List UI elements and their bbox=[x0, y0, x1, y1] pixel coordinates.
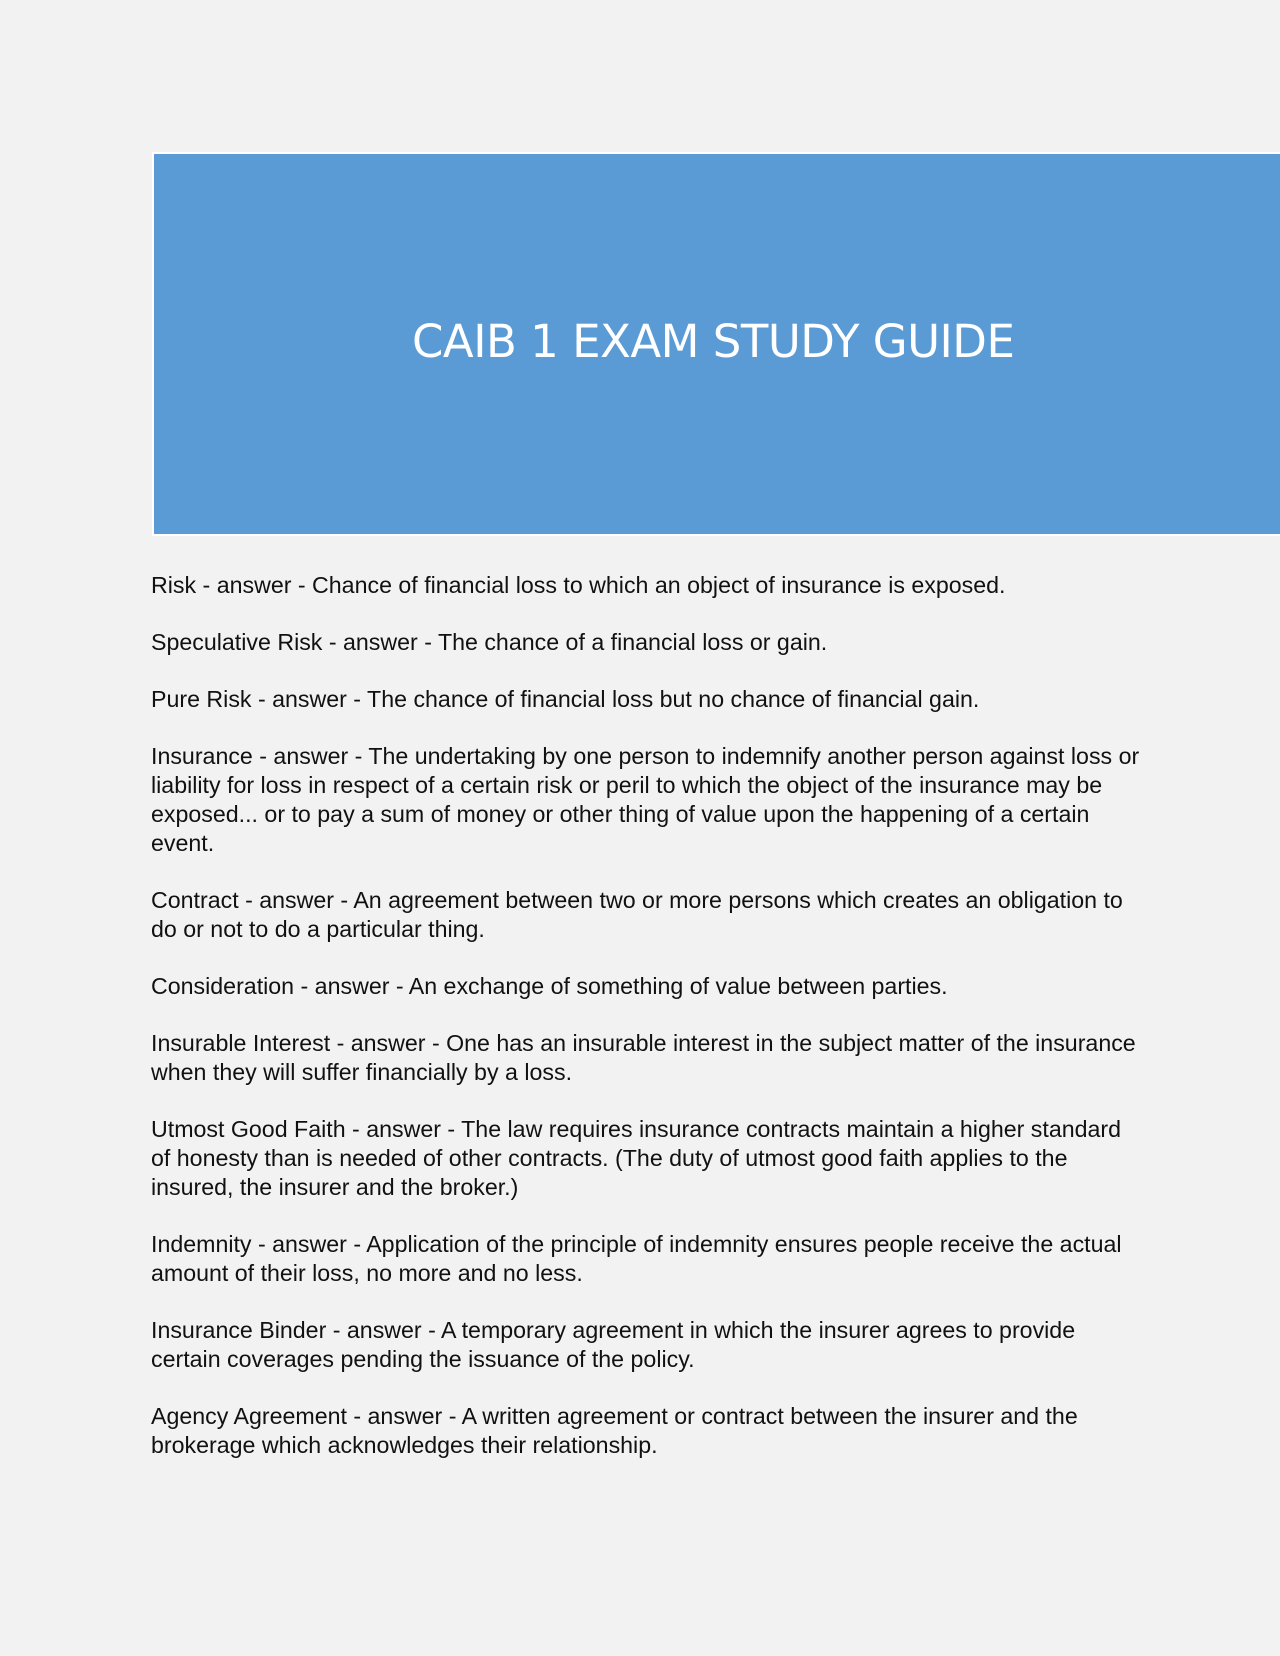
study-entries bbox=[151, 571, 1141, 1488]
title-banner bbox=[152, 152, 1280, 536]
entry-agency-agreement: Agency Agreement - answer - A written agreement or contract between the insurer and the brokerage which acknowledges their relationship. bbox=[151, 1403, 1078, 1458]
entry-insurance-binder: Insurance Binder - answer - A temporary agreement in which the insurer agrees to provide certain coverages pending the issuance of the policy. bbox=[151, 1317, 1076, 1372]
entry-insurable-interest: Insurable Interest - answer - One has an insurable interest in the subject matter of the insurance when they will suffer financially by a loss. bbox=[151, 1030, 1136, 1085]
entry-indemnity: Indemnity - answer - Application of the principle of indemnity ensures people receive the actual amount of their loss, no more and no less. bbox=[151, 1231, 1122, 1286]
entry-consideration: Consideration - answer - An exchange of something of value between parties. bbox=[151, 973, 948, 999]
entry-pure-risk: Pure Risk - answer - The chance of financial loss but no chance of financial gain. bbox=[151, 686, 980, 712]
document-title: CAIB 1 EXAM STUDY GUIDE bbox=[412, 315, 1015, 368]
entry-contract: Contract - answer - An agreement between two or more persons which creates an obligation to do or not to do a particular thing. bbox=[151, 887, 1123, 942]
entry-risk: Risk - answer - Chance of financial loss to which an object of insurance is exposed. bbox=[151, 572, 1006, 598]
entry-utmost-good-faith: Utmost Good Faith - answer - The law requires insurance contracts maintain a higher standard of honesty than is needed of other contracts. (The duty of utmost good faith applies to the insured, the insurer and the broker.) bbox=[151, 1116, 1122, 1200]
entry-insurance: Insurance - answer - The undertaking by one person to indemnify another person against loss or liability for loss in respect of a certain risk or peril to which the object of the insurance may be exposed... or to pay a sum of money or other thing of value upon the happening of a certain event. bbox=[151, 743, 1140, 856]
entry-speculative-risk: Speculative Risk - answer - The chance of a financial loss or gain. bbox=[151, 629, 828, 655]
